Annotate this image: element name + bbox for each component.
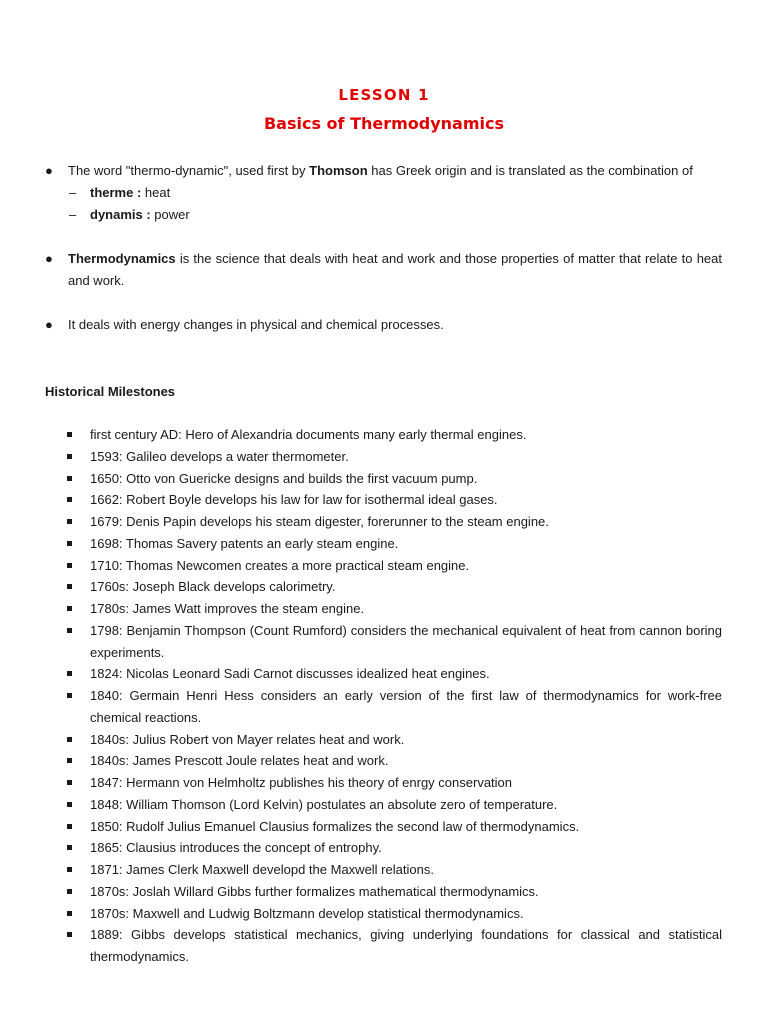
list-item [45,729,722,751]
square-bullet-icon [67,606,72,611]
term-name: therme : [90,185,142,200]
milestone-text: 1798: Benjamin Thompson (Count Rumford) considers the mechanical equivalent of heat from cannon boring experiments. [90,622,722,660]
list-item [45,924,722,968]
list-item [45,816,722,838]
lesson-label: LESSON 1 [338,86,430,104]
intro-text: is the science that deals with heat and work and those properties of matter that relate to heat and work. [68,251,722,288]
term-item [45,182,722,204]
intro-bullet-origin [45,160,722,182]
list-item [45,468,722,490]
intro-bold: Thermodynamics [68,251,176,266]
square-bullet-icon [67,693,72,698]
intro-text: The word "thermo-dynamic", used first by [68,163,310,178]
square-bullet-icon [67,628,72,633]
milestone-text: 1698: Thomas Savery patents an early steam engine. [90,535,399,551]
list-item [45,576,722,598]
list-item [45,446,722,468]
intro-bullet-energy [45,314,722,336]
milestone-text: 1650: Otto von Guericke designs and builds the first vacuum pump. [90,470,478,486]
milestone-text: 1889: Gibbs develops statistical mechanics, giving underlying foundations for classical and statistical thermodynamics. [90,927,722,964]
page-title: Basics of Thermodynamics [263,114,505,133]
milestone-text: first century AD: Hero of Alexandria documents many early thermal engines. [90,427,527,442]
milestone-text: 1865: Clausius introduces the concept of entrophy. [90,840,382,856]
list-item [45,903,722,925]
list-item [45,511,722,533]
dash-icon: – [69,207,77,222]
list-item [45,837,722,859]
dash-icon: – [69,185,77,200]
bullet-dot-icon: ● [45,317,53,332]
milestone-text: 1780s: James Watt improves the steam engine. [90,601,365,616]
milestone-text: 1870s: Maxwell and Ludwig Boltzmann develop statistical thermodynamics. [90,905,524,921]
square-bullet-icon [67,932,72,937]
milestone-text: 1593: Galileo develops a water thermometer. [90,448,349,464]
square-bullet-icon [67,563,72,568]
square-bullet-icon [67,802,72,807]
list-item [45,489,722,511]
bullet-dot-icon: ● [45,251,53,266]
list-item [45,750,722,772]
intro-section [45,160,722,336]
milestone-text: 1824: Nicolas Leonard Sadi Carnot discusses idealized heat engines. [90,666,490,682]
list-item [45,424,722,446]
list-item [45,794,722,816]
intro-text: It deals with energy changes in physical and chemical processes. [68,317,444,332]
milestone-text: 1662: Robert Boyle develops his law for law for isothermal ideal gases. [90,492,498,508]
section-heading: Historical Milestones [45,384,176,399]
list-item [45,533,722,555]
intro-text: has Greek origin and is translated as the combination of [367,163,693,178]
list-item [45,881,722,903]
square-bullet-icon [67,889,72,894]
bullet-dot-icon: ● [45,163,53,178]
list-item [45,620,722,664]
square-bullet-icon [67,758,72,763]
square-bullet-icon [67,454,72,459]
square-bullet-icon [67,737,72,742]
term-name: dynamis : [90,207,151,222]
list-item [45,663,722,685]
milestone-text: 1848: William Thomson (Lord Kelvin) postulates an absolute zero of temperature. [90,796,558,812]
term-meaning: power [150,207,190,222]
milestone-text: 1760s: Joseph Black develops calorimetry. [90,579,336,595]
square-bullet-icon [67,867,72,872]
milestone-text: 1840s: Julius Robert von Mayer relates heat and work. [90,731,405,747]
milestone-text: 1850: Rudolf Julius Emanuel Clausius formalizes the second law of thermodynamics. [90,818,580,834]
term-meaning: heat [141,185,171,200]
list-item [45,859,722,881]
square-bullet-icon [67,780,72,785]
square-bullet-icon [67,845,72,850]
milestone-text: 1870s: Joslah Willard Gibbs further formalizes mathematical thermodynamics. [90,883,539,899]
milestone-text: 1710: Thomas Newcomen creates a more practical steam engine. [90,557,470,573]
milestone-text: 1679: Denis Papin develops his steam digester, forerunner to the steam engine. [90,514,549,529]
term-item [45,204,722,226]
milestone-text: 1840s: James Prescott Joule relates heat and work. [90,753,389,769]
milestone-text: 1847: Hermann von Helmholtz publishes his theory of enrgy conservation [90,775,513,790]
milestone-text: 1840: Germain Henri Hess considers an early version of the first law of thermodynamics for work-free chemical reactions. [90,688,722,725]
list-item [45,772,722,794]
intro-bold: Thomson [309,163,368,178]
square-bullet-icon [67,497,72,502]
square-bullet-icon [67,432,72,437]
square-bullet-icon [67,519,72,524]
milestone-list [45,424,722,968]
square-bullet-icon [67,584,72,589]
list-item [45,555,722,577]
square-bullet-icon [67,541,72,546]
square-bullet-icon [67,671,72,676]
list-item [45,685,722,729]
list-item [45,598,722,620]
intro-bullet-definition [45,248,722,292]
square-bullet-icon [67,911,72,916]
square-bullet-icon [67,824,72,829]
square-bullet-icon [67,476,72,481]
title-block [0,83,768,136]
milestone-text: 1871: James Clerk Maxwell developd the Maxwell relations. [90,862,434,877]
